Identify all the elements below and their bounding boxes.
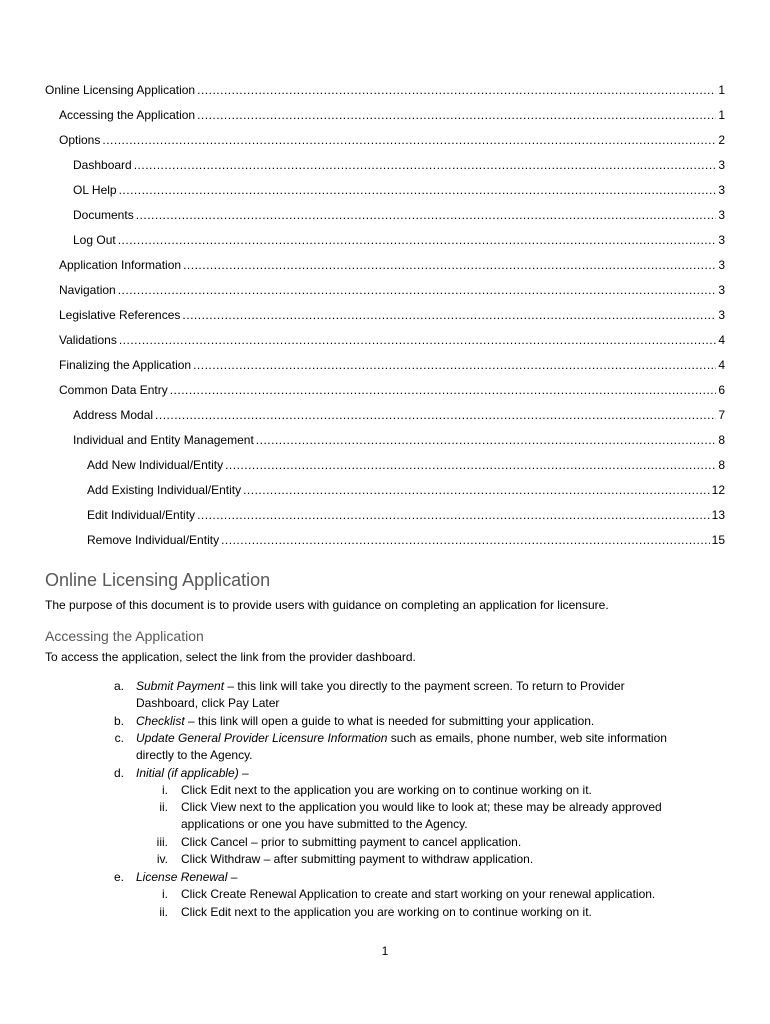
list-marker: ii. bbox=[159, 800, 168, 814]
sub-list-item: Click Withdraw – after submitting payment to withdraw application. bbox=[181, 852, 534, 866]
toc-entry-title: Validations bbox=[59, 333, 117, 347]
toc-entry[interactable] bbox=[59, 107, 725, 123]
toc-entry-title: Accessing the Application bbox=[59, 108, 196, 122]
list-item-update-info bbox=[136, 730, 667, 747]
toc-leader bbox=[243, 482, 710, 498]
toc-entry-title: Remove Individual/Entity bbox=[87, 533, 220, 547]
toc-entry[interactable] bbox=[59, 357, 725, 373]
toc-entry[interactable] bbox=[87, 532, 725, 548]
list-marker: c. bbox=[114, 731, 124, 745]
toc-leader bbox=[193, 357, 716, 373]
sub-list-item: Click Edit next to the application you are working on to continue working on it. bbox=[181, 783, 592, 797]
toc-entry-page: 3 bbox=[718, 258, 725, 272]
list-marker: d. bbox=[113, 766, 124, 780]
toc-leader bbox=[136, 207, 717, 223]
toc-entry-title: Application Information bbox=[59, 258, 182, 272]
toc-entry-title: Legislative References bbox=[59, 308, 181, 322]
list-item-text: – this link will open a guide to what is needed for submitting your application. bbox=[184, 714, 595, 728]
toc-entry-page: 13 bbox=[711, 508, 725, 522]
toc-entry-page: 8 bbox=[718, 433, 725, 447]
list-marker: a. bbox=[113, 679, 124, 693]
link-label: Submit Payment bbox=[136, 679, 225, 693]
toc-entry[interactable] bbox=[73, 207, 725, 223]
list-item-text: – bbox=[238, 766, 249, 780]
page-number: 1 bbox=[381, 944, 389, 958]
toc-entry-page: 4 bbox=[718, 358, 725, 372]
sub-list-item: Click Create Renewal Application to create and start working on your renewal application. bbox=[181, 887, 656, 901]
toc-entry[interactable] bbox=[73, 157, 725, 173]
toc-entry-title: Log Out bbox=[73, 233, 116, 247]
toc-entry[interactable] bbox=[59, 382, 725, 398]
list-item-text: such as emails, phone number, web site information bbox=[387, 731, 667, 745]
toc-leader bbox=[118, 232, 717, 248]
toc-leader bbox=[102, 132, 716, 148]
toc-leader bbox=[183, 257, 716, 273]
list-marker: iv. bbox=[156, 852, 168, 866]
toc-leader bbox=[225, 457, 716, 473]
toc-entry-page: 8 bbox=[718, 458, 725, 472]
toc-leader bbox=[256, 432, 717, 448]
link-label: Checklist bbox=[136, 714, 185, 728]
toc-entry[interactable] bbox=[73, 407, 725, 423]
toc-leader bbox=[197, 107, 716, 123]
toc-entry-page: 3 bbox=[718, 308, 725, 322]
toc-entry[interactable] bbox=[59, 132, 725, 148]
toc-entry-page: 3 bbox=[718, 208, 725, 222]
toc-entry-page: 3 bbox=[718, 233, 725, 247]
toc-entry[interactable] bbox=[73, 232, 725, 248]
toc-entry-title: Address Modal bbox=[73, 408, 154, 422]
toc-entry-page: 3 bbox=[718, 283, 725, 297]
link-label: Update General Provider Licensure Information bbox=[136, 731, 388, 745]
list-marker: iii. bbox=[156, 835, 168, 849]
section-heading: Online Licensing Application bbox=[45, 570, 271, 590]
sub-list-item: Click Cancel – prior to submitting payment to cancel application. bbox=[181, 835, 522, 849]
list-item-submit-payment bbox=[136, 678, 625, 695]
toc-entry[interactable] bbox=[59, 307, 725, 323]
list-item-checklist bbox=[136, 713, 594, 730]
toc-entry[interactable] bbox=[45, 82, 725, 98]
list-marker: e. bbox=[113, 870, 124, 884]
toc-entry[interactable] bbox=[59, 257, 725, 273]
sub-list-item-cont: applications or one you have submitted to the Agency. bbox=[181, 817, 468, 831]
list-marker: b. bbox=[113, 714, 124, 728]
toc-entry[interactable] bbox=[73, 182, 725, 198]
list-item-initial bbox=[136, 765, 249, 782]
sub-list-item: Click View next to the application you would like to look at; these may be already approved bbox=[181, 800, 662, 814]
toc-entry-title: Common Data Entry bbox=[59, 383, 168, 397]
toc-entry[interactable] bbox=[87, 482, 725, 498]
toc-entry-title: Add New Individual/Entity bbox=[87, 458, 224, 472]
list-item-text: Dashboard, click Pay Later bbox=[136, 696, 280, 710]
toc-entry-title: Online Licensing Application bbox=[45, 83, 196, 97]
toc-leader bbox=[182, 307, 716, 323]
list-marker: ii. bbox=[159, 905, 168, 919]
list-item-text: – bbox=[227, 870, 238, 884]
toc-entry-title: Dashboard bbox=[73, 158, 132, 172]
toc-entry[interactable] bbox=[59, 282, 725, 298]
toc-entry-page: 2 bbox=[718, 133, 725, 147]
sub-list-item: Click Edit next to the application you are working on to continue working on it. bbox=[181, 905, 592, 919]
link-label: Initial (if applicable) bbox=[136, 766, 239, 780]
toc-entry[interactable] bbox=[59, 332, 725, 348]
toc-entry-page: 4 bbox=[718, 333, 725, 347]
link-label: License Renewal bbox=[136, 870, 228, 884]
toc-entry-page: 3 bbox=[718, 158, 725, 172]
toc-entry-title: Navigation bbox=[59, 283, 116, 297]
list-item-license-renewal bbox=[136, 869, 237, 886]
list-marker: i. bbox=[162, 783, 168, 797]
toc-entry[interactable] bbox=[87, 507, 725, 523]
toc-entry-page: 6 bbox=[718, 383, 725, 397]
body-paragraph: The purpose of this document is to provide users with guidance on completing an application for licensure. bbox=[45, 598, 609, 612]
toc-leader bbox=[134, 157, 717, 173]
list-marker: i. bbox=[162, 887, 168, 901]
toc-entry-title: Add Existing Individual/Entity bbox=[87, 483, 242, 497]
toc-entry-page: 7 bbox=[718, 408, 725, 422]
toc-entry-title: OL Help bbox=[73, 183, 117, 197]
list-item-text: – this link will take you directly to the payment screen. To return to Provider bbox=[224, 679, 625, 693]
toc-leader bbox=[197, 82, 716, 98]
toc-entry-title: Individual and Entity Management bbox=[73, 433, 254, 447]
toc-entry-page: 12 bbox=[711, 483, 725, 497]
toc-leader bbox=[118, 282, 717, 298]
toc-entry[interactable] bbox=[73, 432, 725, 448]
toc-leader bbox=[119, 182, 717, 198]
toc-entry-page: 15 bbox=[711, 533, 725, 547]
body-paragraph: To access the application, select the link from the provider dashboard. bbox=[45, 650, 416, 664]
toc-leader bbox=[221, 532, 710, 548]
toc-leader bbox=[170, 382, 717, 398]
toc-entry-page: 1 bbox=[718, 83, 725, 97]
subsection-heading: Accessing the Application bbox=[45, 628, 204, 644]
list-item-text: directly to the Agency. bbox=[136, 748, 253, 762]
toc-leader bbox=[197, 507, 710, 523]
toc-entry-title: Options bbox=[59, 133, 101, 147]
toc-entry-title: Documents bbox=[73, 208, 134, 222]
toc-entry-title: Finalizing the Application bbox=[59, 358, 192, 372]
toc-leader bbox=[119, 332, 716, 348]
toc-entry-page: 1 bbox=[718, 108, 725, 122]
toc-entry-page: 3 bbox=[718, 183, 725, 197]
toc-entry[interactable] bbox=[87, 457, 725, 473]
toc-entry-title: Edit Individual/Entity bbox=[87, 508, 196, 522]
toc-leader bbox=[155, 407, 716, 423]
